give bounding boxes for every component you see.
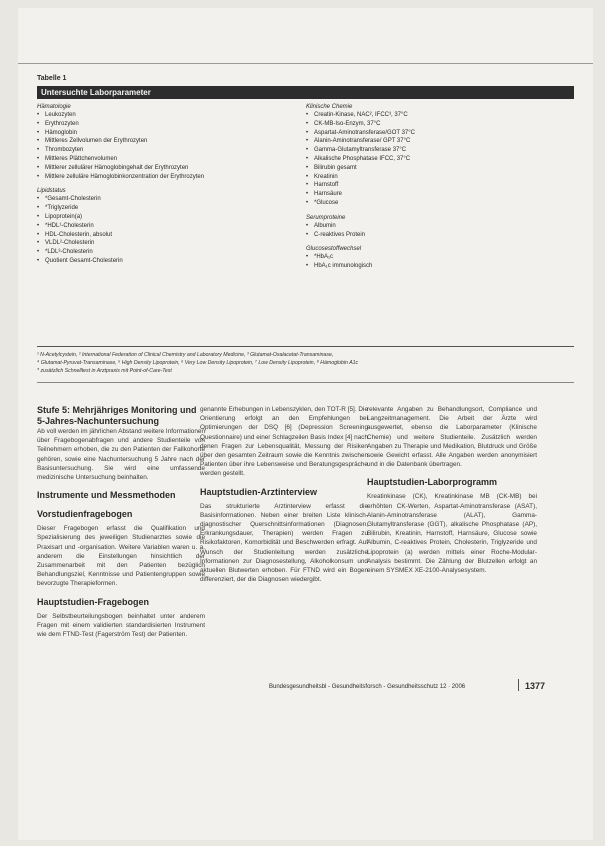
table-bottom-rule <box>37 346 574 347</box>
table-item: • *Glucose <box>306 199 566 208</box>
table-group <box>306 104 566 208</box>
section-heading: Hauptstudien-Laborprogramm <box>367 477 498 488</box>
text-column-1 <box>37 405 205 639</box>
table-right-column <box>306 104 566 278</box>
table-group-heading: Klinische Chemie <box>306 104 353 110</box>
table-footnote-1: ¹ N-Acetylcystein, ² International Federation of Clinical Chemistry and Laboratory Medicine, ³ Glutamat-Oxalacetat-Transaminase, <box>37 352 334 358</box>
body-paragraph: Kreatinkinase (CK), Kreatinkinase MB (CK-MB) bei erhöhten CK-Werten, Aspartat-Aminotransferase (ASAT), Alanin-Aminotransferase (ALAT), Gamma-Glutamyltransferase (GGT), alkalische Phosphatase (AP), Bilirubin, Kreatinin, Harnstoff, Harnsäure, Glucose sowie Albumin, C-reaktives Protein, Cholesterin, Triglyzeride und Lipoprotein (a) werden mittels einer Roche-Modular-Analysis bestimmt. Die Zählung der Blutzellen erfolgt an einem SYSMEX XE-2100-Analysesystem. <box>367 493 537 575</box>
table-item: • *Triglyzeride <box>37 204 292 213</box>
table-item: • Lipoprotein(a) <box>37 213 292 222</box>
table-item: • Kreatinin <box>306 173 566 182</box>
table-group-heading: Lipidstatus <box>37 188 66 195</box>
table-item: • HbA₁c immunologisch <box>306 262 566 271</box>
body-paragraph: Dieser Fragebogen erfasst die Qualifikation und Spezialisierung des jeweiligen Studienarztes sowie die Praxisart und -organisation. Weitere Variablen waren u. a. anderem die Einstellungen hinsichtlich der Zusammenarbeit mit den Patienten bezüglich Behandlungsziel, Kenntnisse und Patientengruppen sowie bevorzugte Therapieformen. <box>37 525 205 588</box>
table-group <box>306 246 566 271</box>
table-footnote-2: ⁴ Glutamat-Pyruvat-Transaminase, ⁵ High Density Lipoprotein, ⁶ Very Low Density Lipoprotein, ⁷ Low Density Lipoprotein, ⁸ Hämoglobin A1c <box>37 360 359 366</box>
table-group-heading: Serumproteine <box>306 214 346 221</box>
table-item: • Mittlere zelluläre Hämoglobinkonzentration der Erythrozyten <box>37 173 292 182</box>
table-item: • *HbA₁c <box>306 253 566 262</box>
table-item: • Mittleres Plättchenvolumen <box>37 155 292 164</box>
body-paragraph: Das strukturierte Arztinterview erfasst die Basisinformationen. Neben einer breiten Liste klinisch-diagnostischer Querschnittsinformationen (Diagnosen, Erkrankungsdauer, Therapien) werden Fragen zu Risikofaktoren, Komorbidität und Beschwerden erfragt. Auf Wunsch der Studienleitung werden zusätzliche Informationen zur Diagnosestellung, Alkoholkonsum und aktuellen Blutwerten erhoben. Für FTND wird ein Bogen differenziert, der die Diagnosen wiedergibt. <box>200 502 368 584</box>
section-heading: Hauptstudien-Fragebogen <box>37 596 149 607</box>
body-paragraph: Der Selbstbeurteilungsbogen beinhaltet unter anderem Fragen mit einem validierten standardisierten Instrument wie dem FTND-Test (Fagerström Test) der Patienten. <box>37 612 205 639</box>
page-number-divider <box>518 679 519 691</box>
table-item: • Aspartat-Aminotransferase/GOT 37°C <box>306 129 566 138</box>
table-group <box>37 188 292 265</box>
table-item: • CK-MB-Iso-Enzym, 37°C <box>306 120 566 129</box>
body-paragraph: genannte Erhebungen in Lebenszyklen, den TOT-R [5]. Die Orientierung erfolgt an den Empfehlungen bei Optimierungen der DSQ [6] (Depression Screening Questionnaire) und einer Schlagzeilen Basis Index [4] nach denen Fragen zur Lebensqualität, Messung der Risiken über den gesamten Zeitraum sowie die Kenntnis zwischen Patienten über ihre Lebensweise und Beratungsgespräche werden gestellt. <box>200 406 368 478</box>
table-item: • Erythrozyten <box>37 120 292 129</box>
table-group <box>37 104 292 181</box>
section-heading: Hauptstudien-Arztinterview <box>200 486 318 497</box>
table-item: • Bilirubin gesamt <box>306 164 566 173</box>
table-group <box>306 215 566 240</box>
text-column-3 <box>367 405 537 575</box>
body-paragraph: relevante Angaben zu Behandlungsort, Compliance und Langzeitmanagement. Die Arbeit der Ärzte wird ausgewertet, ebenso die Laborparameter (Klinische Chemie) und weitere Studienteile. Zusätzlich werden Angaben zu Therapie und Medikation, Blutdruck und Größe sowie Gewicht erfasst. Alle Angaben werden anonymisiert und in die Datenbank übertragen. <box>367 406 537 469</box>
table-left-column <box>37 104 292 273</box>
table-item: • *LDL³-Cholesterin <box>37 248 292 257</box>
text-column-2 <box>200 405 368 584</box>
table-item: • Alkalische Phosphatase IFCC, 37°C <box>306 155 566 164</box>
table-item: • *Gesamt-Cholesterin <box>37 195 292 204</box>
table-item: • Creatin-Kinase, NAC², IFCC³, 37°C <box>306 111 566 120</box>
journal-footer: Bundesgesundheitsbl - Gesundheitsforsch - Gesundheitsschutz 12 · 2006 <box>269 684 466 690</box>
table-footnote-3: * zusätzlich Schnelltest in Arztpraxis mit Point-of-Care-Test <box>37 368 172 374</box>
table-item: • Albumin <box>306 222 566 231</box>
table-item: • VLDL²-Cholesterin <box>37 239 292 248</box>
table-item: • Quotient Gesamt-Cholesterin <box>37 257 292 266</box>
footnote-rule <box>37 382 574 383</box>
table-item: • HDL-Cholesterin, absolut <box>37 231 292 240</box>
table-item: • Hämoglobin <box>37 129 292 138</box>
section-heading: Vorstudienfragebogen <box>37 509 133 520</box>
body-paragraph: Ab voll werden im jährlichen Abstand weitere Informationen über Fragebogenabfragen und andere Studienteile von Teilnehmern erhoben, die zu den Patienten der Fallkohorte gehören, sowie eine Nachuntersuchung 5 Jahre nach der Basisuntersuchung. Sie wird eine umfassende medizinische Untersuchung beinhalten. <box>37 428 205 482</box>
table-item: • Alanin-Aminotransferase/ GPT 37°C <box>306 137 566 146</box>
table-group-heading: Glucosestoffwechsel <box>306 246 362 253</box>
section-heading: Stufe 5: Mehrjähriges Monitoring und 5-Jahres-Nachuntersuchung <box>37 405 197 426</box>
section-heading: Instrumente und Messmethoden <box>37 490 176 501</box>
table-title: Untersuchte Laborparameter <box>37 86 574 99</box>
table-item: • C-reaktives Protein <box>306 231 566 240</box>
table-item: • Mittleres Zellvolumen der Erythrozyten <box>37 137 292 146</box>
table-item: • Gamma-Glutamyltransferase 37°C <box>306 146 566 155</box>
table-group-heading: Hämatologie <box>37 104 71 110</box>
table-item: • Mittlerer zellulärer Hämoglobingehalt der Erythrozyten <box>37 164 292 173</box>
table-item: • Harnstoff <box>306 181 566 190</box>
page-number: 1377 <box>525 681 546 691</box>
table-label: Tabelle 1 <box>37 75 67 82</box>
table-item: • Leukozyten <box>37 111 292 120</box>
header-rule <box>18 63 593 64</box>
table-item: • Thrombozyten <box>37 146 292 155</box>
table-item: • *HDL¹-Cholesterin <box>37 222 292 231</box>
table-item: • Harnsäure <box>306 190 566 199</box>
